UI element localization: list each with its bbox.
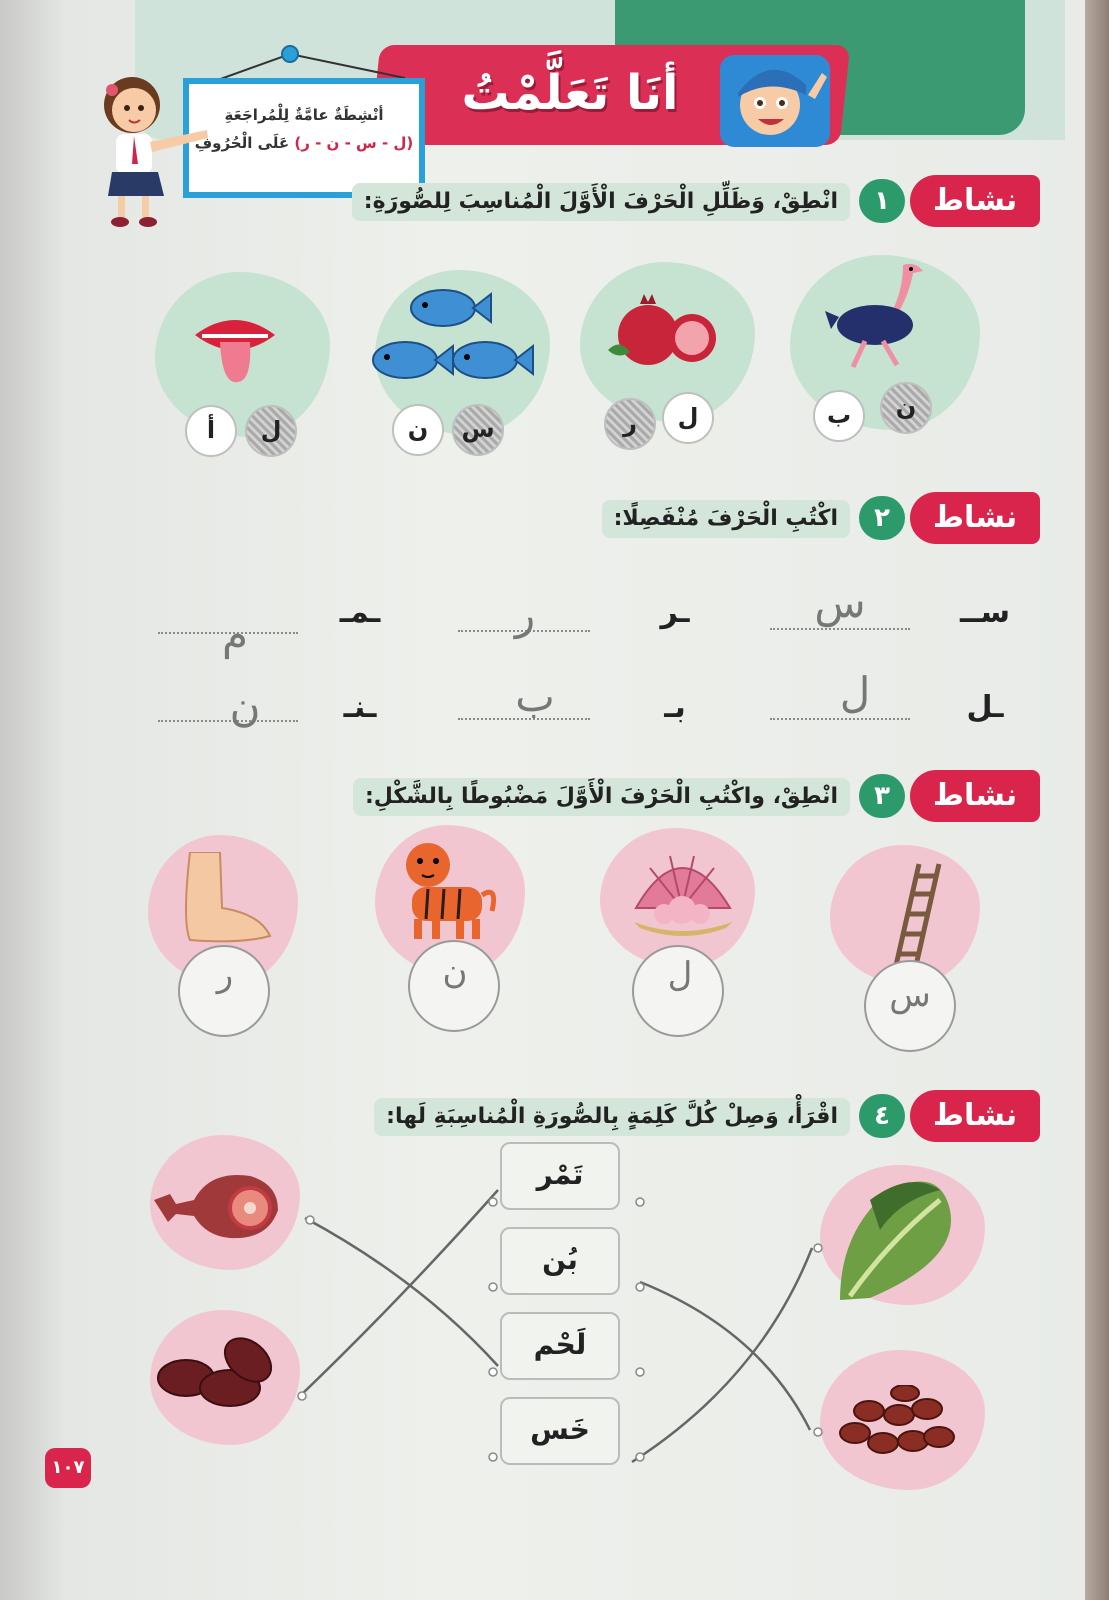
activity-3-header <box>300 770 1040 822</box>
written-answer: س <box>814 578 866 627</box>
activity-number: ٤ <box>859 1094 905 1138</box>
word-card[interactable]: خَس <box>500 1397 620 1465</box>
tongue-icon <box>190 300 280 390</box>
activity-2-header <box>560 492 1040 544</box>
page-number: ١٠٧ <box>45 1448 91 1488</box>
activity-tag: نشاط <box>910 1090 1040 1142</box>
activity-1-header <box>320 175 1040 227</box>
shell-icon <box>630 848 735 943</box>
activity-4-header <box>355 1090 1040 1142</box>
letter-option-shaded[interactable]: س <box>452 404 504 456</box>
written-answer: ب <box>515 672 555 721</box>
letter-option[interactable]: ل <box>662 392 714 444</box>
connected-letter: ـر <box>660 595 690 630</box>
connected-letter: ســ <box>959 595 1010 630</box>
boy-illustration <box>720 55 830 147</box>
word-card[interactable]: لَحْم <box>500 1312 620 1380</box>
letter-option-shaded[interactable]: ل <box>245 405 297 457</box>
sign-line-1: أنْشِطَةٌ عامَّةٌ لِلْمُراجَعَةِ <box>224 106 384 124</box>
written-answer: ن <box>442 952 468 992</box>
written-answer: ل <box>839 668 871 717</box>
answer-line <box>770 718 910 720</box>
letter-option-shaded[interactable]: ن <box>880 382 932 434</box>
coffee-beans-icon[interactable] <box>835 1385 960 1465</box>
connected-letter: ـل <box>966 690 1004 725</box>
written-answer: س <box>889 975 931 1015</box>
sign-letters: (ل - س - ن - ر) <box>294 134 414 152</box>
written-answer: م <box>221 610 248 659</box>
written-answer: ر <box>514 590 536 639</box>
activity-tag: نشاط <box>910 770 1040 822</box>
meat-icon[interactable] <box>150 1160 290 1250</box>
dates-icon[interactable] <box>150 1330 290 1420</box>
girl-illustration <box>92 60 212 235</box>
activity-instruction: انْطِقْ، واكْتُبِ الْحَرْفَ الْأَوَّلَ مَضْبُوطًا بِالشَّكْلِ: <box>353 778 850 816</box>
letter-option-shaded[interactable]: ر <box>604 398 656 450</box>
activity-instruction: انْطِقْ، وَظَلِّلِ الْحَرْفَ الْأَوَّلَ الْمُناسِبَ لِلصُّورَةِ: <box>352 183 850 221</box>
letter-option[interactable]: أ <box>185 405 237 457</box>
activity-instruction: اقْرَأْ، وَصِلْ كُلَّ كَلِمَةٍ بِالصُّورَةِ الْمُناسِبَةِ لَها: <box>374 1098 850 1136</box>
activity-tag: نشاط <box>910 175 1040 227</box>
ladder-icon <box>875 862 945 972</box>
sign-line-2 <box>189 134 419 152</box>
activity-instruction: اكْتُبِ الْحَرْفَ مُنْفَصِلًا: <box>602 500 850 538</box>
letter-option[interactable]: ب <box>813 390 865 442</box>
activity-tag: نشاط <box>910 492 1040 544</box>
written-answer: ر <box>216 955 234 995</box>
word-card[interactable]: بُن <box>500 1227 620 1295</box>
fish-icon <box>365 278 535 393</box>
written-answer: ن <box>229 682 261 731</box>
activity-number: ٢ <box>859 496 905 540</box>
written-answer: ل <box>667 955 693 995</box>
ostrich-icon <box>825 255 935 375</box>
page-title: أنَا تَعَلَّمْتُ <box>461 65 679 121</box>
foot-icon <box>180 852 275 947</box>
tiger-icon <box>398 835 498 945</box>
sign-line-2-prefix: عَلَى الْحُرُوفِ <box>194 134 290 152</box>
connected-letter: بـ <box>664 690 686 725</box>
answer-line <box>770 628 910 630</box>
lettuce-icon[interactable] <box>830 1170 970 1305</box>
connected-letter: ـنـ <box>343 690 377 725</box>
page-edge <box>1085 0 1109 1600</box>
pomegranate-icon <box>600 290 720 375</box>
letter-option[interactable]: ن <box>392 404 444 456</box>
connected-letter: ـمـ <box>339 595 381 630</box>
word-card[interactable]: تَمْر <box>500 1142 620 1210</box>
activity-number: ١ <box>859 179 905 223</box>
activity-number: ٣ <box>859 774 905 818</box>
